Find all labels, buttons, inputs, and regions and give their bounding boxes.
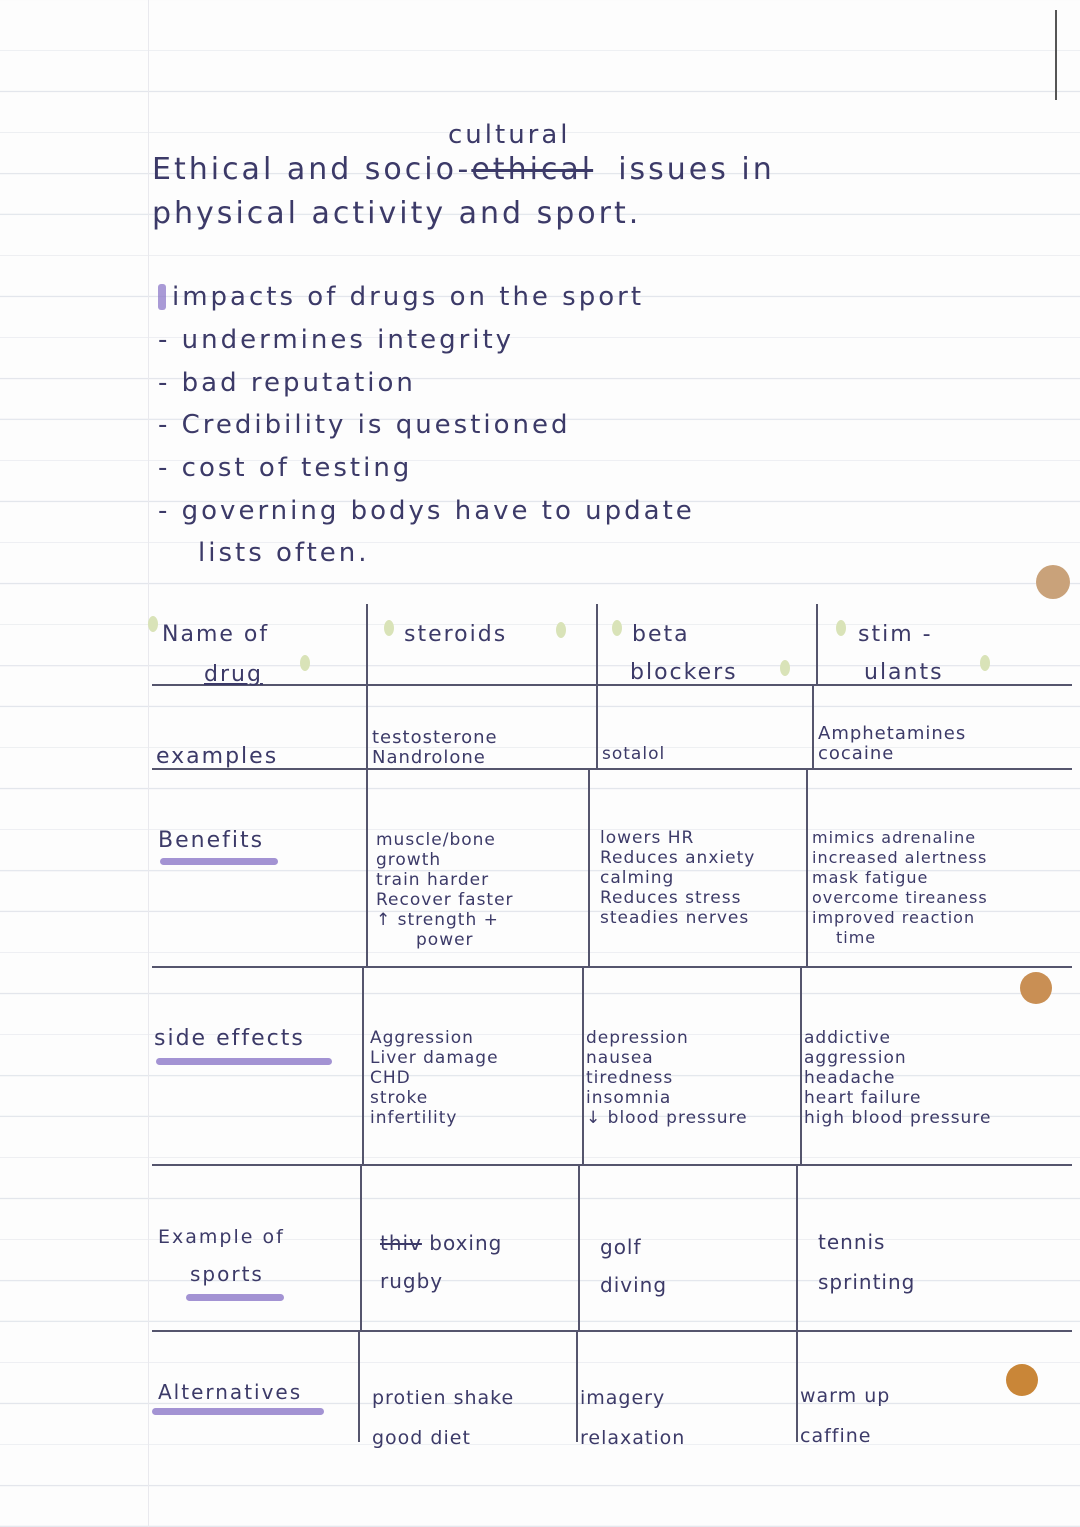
paper-stain	[1006, 1364, 1038, 1396]
cell-steroids-benefits	[376, 830, 514, 950]
cell-beta-side-effects	[586, 1028, 748, 1128]
cell-line: Nandrolone	[372, 747, 486, 768]
impact-item: - Credibility is questioned	[158, 410, 571, 440]
table-vline	[796, 1164, 798, 1330]
title-line-1	[152, 152, 775, 187]
row-label-benefits: Benefits	[158, 828, 265, 853]
leaf-doodle	[980, 655, 990, 671]
table-vline	[596, 604, 598, 684]
cell-line: time	[836, 928, 877, 947]
cell-line: infertility	[370, 1108, 458, 1128]
cell-line: power	[416, 930, 474, 950]
cell-line: high blood pressure	[804, 1108, 992, 1128]
cell-line: diving	[600, 1273, 668, 1297]
leaf-doodle	[556, 622, 566, 638]
cell-line: Amphetamines	[818, 723, 967, 744]
leaf-doodle	[836, 620, 846, 636]
cell-line: caffine	[800, 1425, 872, 1447]
cell-line: tennis	[818, 1230, 886, 1254]
cell-line: sprinting	[818, 1270, 916, 1294]
cell-line: headache	[804, 1068, 896, 1088]
impacts-heading: impacts of drugs on the sport	[172, 282, 645, 312]
leaf-doodle	[612, 620, 622, 636]
row-label-example-sports: Example of	[158, 1226, 285, 1248]
scribbled-word: thiv	[380, 1231, 422, 1255]
cell-line: rugby	[380, 1269, 444, 1293]
cell-line: testosterone	[372, 727, 498, 748]
cell-line: calming	[600, 868, 675, 888]
cell-line: increased alertness	[812, 848, 988, 867]
table-vline	[812, 684, 814, 768]
header-row-label: Name of	[162, 622, 270, 647]
cell-steroids-side-effects	[370, 1028, 499, 1128]
cell-line: steadies nerves	[600, 908, 750, 928]
cell-beta-examples	[602, 744, 665, 764]
title-line-1-b: issues in	[618, 152, 775, 187]
cell-beta-benefits	[600, 828, 755, 928]
cell-stim-alternatives	[800, 1376, 890, 1456]
title-correction: cultural	[448, 120, 571, 150]
table-vline	[576, 1330, 578, 1442]
row-label-side-effects: side effects	[154, 1026, 305, 1051]
label-underline-squiggle	[160, 858, 278, 865]
paper-stain	[1020, 972, 1052, 1004]
table-vline	[796, 1330, 798, 1442]
cell-line: CHD	[370, 1068, 411, 1088]
title-struck-word: ethical	[471, 152, 594, 187]
cell-steroids-alternatives	[372, 1378, 514, 1458]
cell-line: relaxation	[580, 1427, 686, 1449]
table-vline	[366, 768, 368, 966]
cell-line: sotalol	[602, 744, 666, 764]
cell-line: growth	[376, 850, 442, 870]
cell-line: stroke	[370, 1088, 429, 1108]
cell-line	[380, 1224, 502, 1262]
table-vline	[800, 966, 802, 1164]
cell-line: mimics adrenaline	[812, 828, 977, 847]
title-line-2: physical activity and sport.	[152, 196, 642, 231]
leaf-doodle	[148, 616, 158, 632]
table-vline	[362, 966, 364, 1164]
cell-line: nausea	[586, 1048, 654, 1068]
cell-line: warm up	[800, 1385, 891, 1407]
cell-line: tiredness	[586, 1068, 674, 1088]
header-ulants: ulants	[864, 660, 944, 685]
header-blockers: blockers	[630, 660, 738, 685]
header-row-label-2: drug	[204, 662, 263, 687]
table-vline	[358, 1330, 360, 1442]
cell-line: Aggression	[370, 1028, 474, 1048]
header-stim: stim -	[858, 622, 933, 647]
cell-stim-benefits	[812, 828, 988, 948]
cell-line: Reduces anxiety	[600, 848, 756, 868]
cell-line: overcome tireaness	[812, 888, 988, 907]
cell-line: Liver damage	[370, 1048, 499, 1068]
cell-line: protien shake	[372, 1387, 515, 1409]
cell-stim-examples	[818, 724, 966, 764]
cell-line: imagery	[580, 1387, 666, 1409]
table-vline	[588, 768, 590, 966]
cell-line: heart failure	[804, 1088, 922, 1108]
cell-text: boxing	[429, 1231, 503, 1255]
cell-line: aggression	[804, 1048, 907, 1068]
label-underline-squiggle	[152, 1408, 324, 1415]
margin-line	[148, 0, 149, 1527]
table-vline	[596, 684, 598, 768]
cell-steroids-examples	[372, 728, 498, 768]
row-label-example-sports-2: sports	[190, 1262, 264, 1286]
leaf-doodle	[300, 655, 310, 671]
paper-stain	[1036, 565, 1070, 599]
table-hline	[152, 768, 1072, 770]
table-vline	[366, 604, 368, 684]
cell-line: lowers HR	[600, 828, 695, 848]
cell-beta-sports	[600, 1228, 667, 1304]
label-underline-squiggle	[156, 1058, 332, 1065]
cell-beta-alternatives	[580, 1378, 685, 1458]
cell-line: insomnia	[586, 1088, 672, 1108]
table-vline	[806, 768, 808, 966]
impact-item: - governing bodys have to update	[158, 496, 695, 526]
cell-line: golf	[600, 1235, 642, 1259]
table-hline	[152, 1330, 1072, 1332]
cell-line: train harder	[376, 870, 490, 890]
leaf-doodle	[780, 660, 790, 676]
header-steroids: steroids	[404, 622, 508, 647]
impact-item: - cost of testing	[158, 453, 413, 483]
heading-highlight-mark	[158, 284, 166, 310]
table-vline	[816, 604, 818, 684]
table-vline	[582, 966, 584, 1164]
table-hline	[152, 1164, 1072, 1166]
cell-line: addictive	[804, 1028, 891, 1048]
table-vline	[366, 684, 368, 768]
table-hline	[152, 966, 1072, 968]
cell-line: cocaine	[818, 743, 895, 764]
cell-stim-side-effects	[804, 1028, 991, 1128]
impact-item: - bad reputation	[158, 368, 416, 398]
title-line-1-a: Ethical and socio-	[152, 152, 472, 187]
header-beta: beta	[632, 622, 690, 647]
table-vline	[360, 1164, 362, 1330]
cell-line: ↓ blood pressure	[586, 1108, 748, 1128]
row-label-examples: examples	[156, 744, 279, 769]
cell-line: muscle/bone	[376, 830, 496, 850]
row-label-alternatives: Alternatives	[158, 1380, 303, 1404]
cell-line: Reduces stress	[600, 888, 742, 908]
cell-line: improved reaction	[812, 908, 976, 927]
cell-line: ↑ strength +	[376, 910, 499, 930]
cell-steroids-sports	[380, 1224, 502, 1300]
label-underline-squiggle	[186, 1294, 284, 1301]
cell-line: good diet	[372, 1427, 471, 1449]
impact-item: - undermines integrity	[158, 325, 515, 355]
cell-line: mask fatigue	[812, 868, 929, 887]
cell-line: Recover faster	[376, 890, 514, 910]
leaf-doodle	[384, 620, 394, 636]
page-edge-mark	[1055, 10, 1057, 100]
cell-line: depression	[586, 1028, 689, 1048]
impact-item-continuation: lists often.	[198, 538, 370, 568]
table-vline	[578, 1164, 580, 1330]
cell-stim-sports	[818, 1222, 915, 1302]
